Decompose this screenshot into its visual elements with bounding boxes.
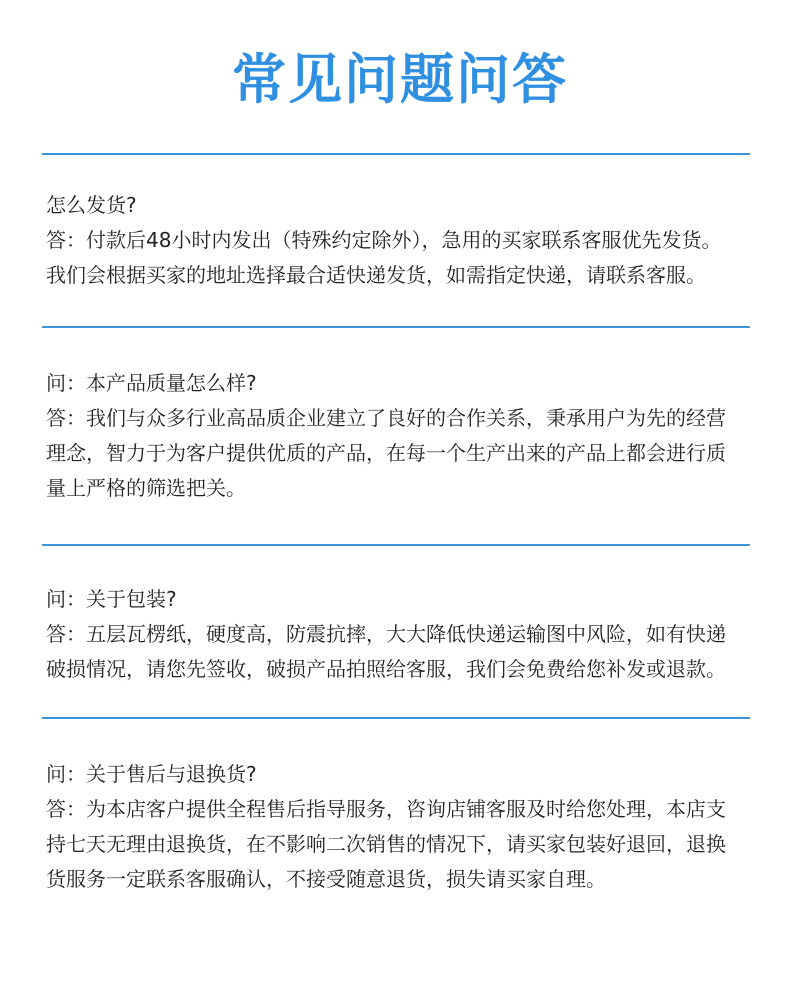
section-divider: [42, 153, 750, 155]
faq-question: 怎么发货?: [46, 193, 137, 217]
section-divider: [42, 544, 750, 546]
page-title: 常见问题问答: [232, 48, 568, 111]
faq-answer-line: 答：五层瓦楞纸，硬度高，防震抗摔，大大降低快递运输图中风险，如有快递: [46, 622, 726, 646]
faq-item-after-sales: [46, 757, 758, 897]
faq-question: 问：关于包装?: [46, 587, 177, 611]
faq-answer-line: 货服务一定联系客服确认，不接受随意退货，损失请买家自理。: [46, 867, 606, 891]
faq-answer-line: 量上严格的筛选把关。: [46, 476, 246, 500]
section-divider: [42, 717, 750, 719]
faq-question: 问：本产品质量怎么样?: [46, 371, 257, 395]
faq-answer-line: 持七天无理由退换货，在不影响二次销售的情况下，请买家包装好退回，退换: [46, 832, 726, 856]
faq-answer-line: 理念，智力于为客户提供优质的产品，在每一个生产出来的产品上都会进行质: [46, 441, 726, 465]
faq-item-packaging: [46, 582, 758, 687]
faq-answer-line: 答：付款后48小时内发出（特殊约定除外），急用的买家联系客服优先发货。: [46, 228, 722, 252]
faq-question: 问：关于售后与退换货?: [46, 762, 257, 786]
faq-item-quality: [46, 366, 758, 506]
faq-answer-line: 破损情况，请您先签收，破损产品拍照给客服，我们会免费给您补发或退款。: [46, 657, 726, 681]
faq-answer-line: 答：为本店客户提供全程售后指导服务，咨询店铺客服及时给您处理，本店支: [46, 797, 726, 821]
faq-item-shipping: [46, 188, 758, 293]
section-divider: [42, 326, 750, 328]
faq-answer-line: 答：我们与众多行业高品质企业建立了良好的合作关系，秉承用户为先的经营: [46, 406, 726, 430]
faq-answer-line: 我们会根据买家的地址选择最合适快递发货，如需指定快递，请联系客服。: [46, 263, 706, 287]
